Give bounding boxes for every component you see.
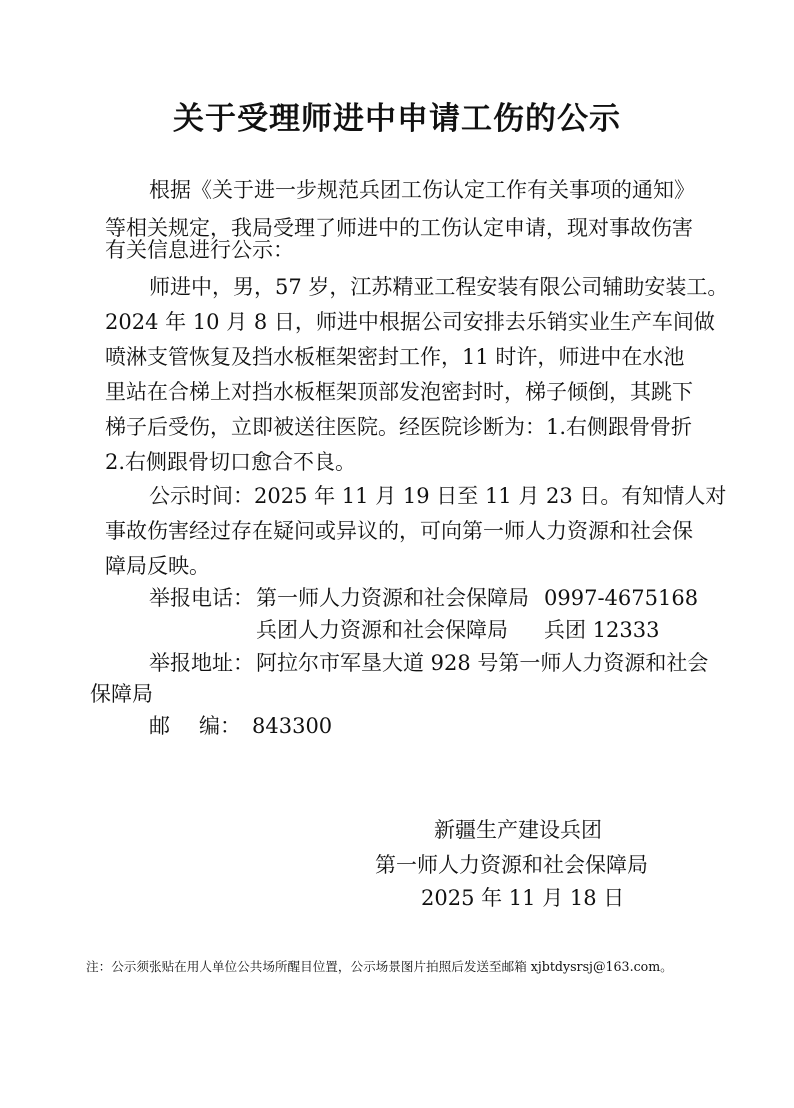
details-line: 喷淋支管恢复及挡水板框架密封工作，11 时许，师进中在水池 (105, 345, 685, 369)
period-line: 事故伤害经过存在疑问或异议的，可向第一师人力资源和社会保 (105, 519, 693, 543)
intro-line: 有关信息进行公示： (105, 238, 294, 262)
signature-org: 新疆生产建设兵团 (434, 818, 602, 842)
details-line: 2024 年 10 月 8 日，师进中根据公司安排去乐销实业生产车间做 (105, 310, 715, 334)
page-title: 关于受理师进中申请工伤的公示 (173, 101, 621, 137)
details-line: 师进中，男，57 岁，江苏精亚工程安装有限公司辅助安装工。 (149, 275, 729, 299)
period-line: 障局反映。 (105, 554, 210, 578)
details-line: 梯子后受伤，立即被送往医院。经医院诊断为：1.右侧跟骨骨折 (105, 415, 693, 439)
intro-line: 根据《关于进一步规范兵团工伤认定工作有关事项的通知》 (149, 178, 695, 202)
phone-number-bingtuan: 兵团 12333 (544, 618, 660, 642)
address-line: 阿拉尔市军垦大道 928 号第一师人力资源和社会 (256, 651, 709, 675)
details-line: 2.右侧跟骨切口愈合不良。 (105, 450, 357, 474)
footnote: 注：公示须张贴在用人单位公共场所醒目位置，公示场景图片拍照后发送至邮箱 xjbtdysrsj@163.com。 (86, 959, 673, 974)
postal-label: 邮 (149, 714, 170, 738)
signature-date: 2025 年 11 月 18 日 (421, 886, 625, 910)
phone-number-first-division: 0997-4675168 (544, 586, 699, 610)
phone-label: 举报电话： (149, 586, 254, 610)
address-line: 保障局 (90, 682, 153, 706)
phone-org-bingtuan: 兵团人力资源和社会保障局 (256, 618, 508, 642)
period-line: 公示时间：2025 年 11 月 19 日至 11 月 23 日。有知情人对 (149, 484, 727, 508)
postal-label: 编： (199, 714, 241, 738)
postal-code: 843300 (252, 714, 333, 738)
details-line: 里站在合梯上对挡水板框架顶部发泡密封时，梯子倾倒，其跳下 (105, 380, 693, 404)
phone-org-first-division: 第一师人力资源和社会保障局 (256, 586, 529, 610)
intro-line: 等相关规定，我局受理了师进中的工伤认定申请，现对事故伤害 (105, 216, 693, 240)
address-label: 举报地址： (149, 651, 254, 675)
signature-org: 第一师人力资源和社会保障局 (375, 853, 648, 877)
